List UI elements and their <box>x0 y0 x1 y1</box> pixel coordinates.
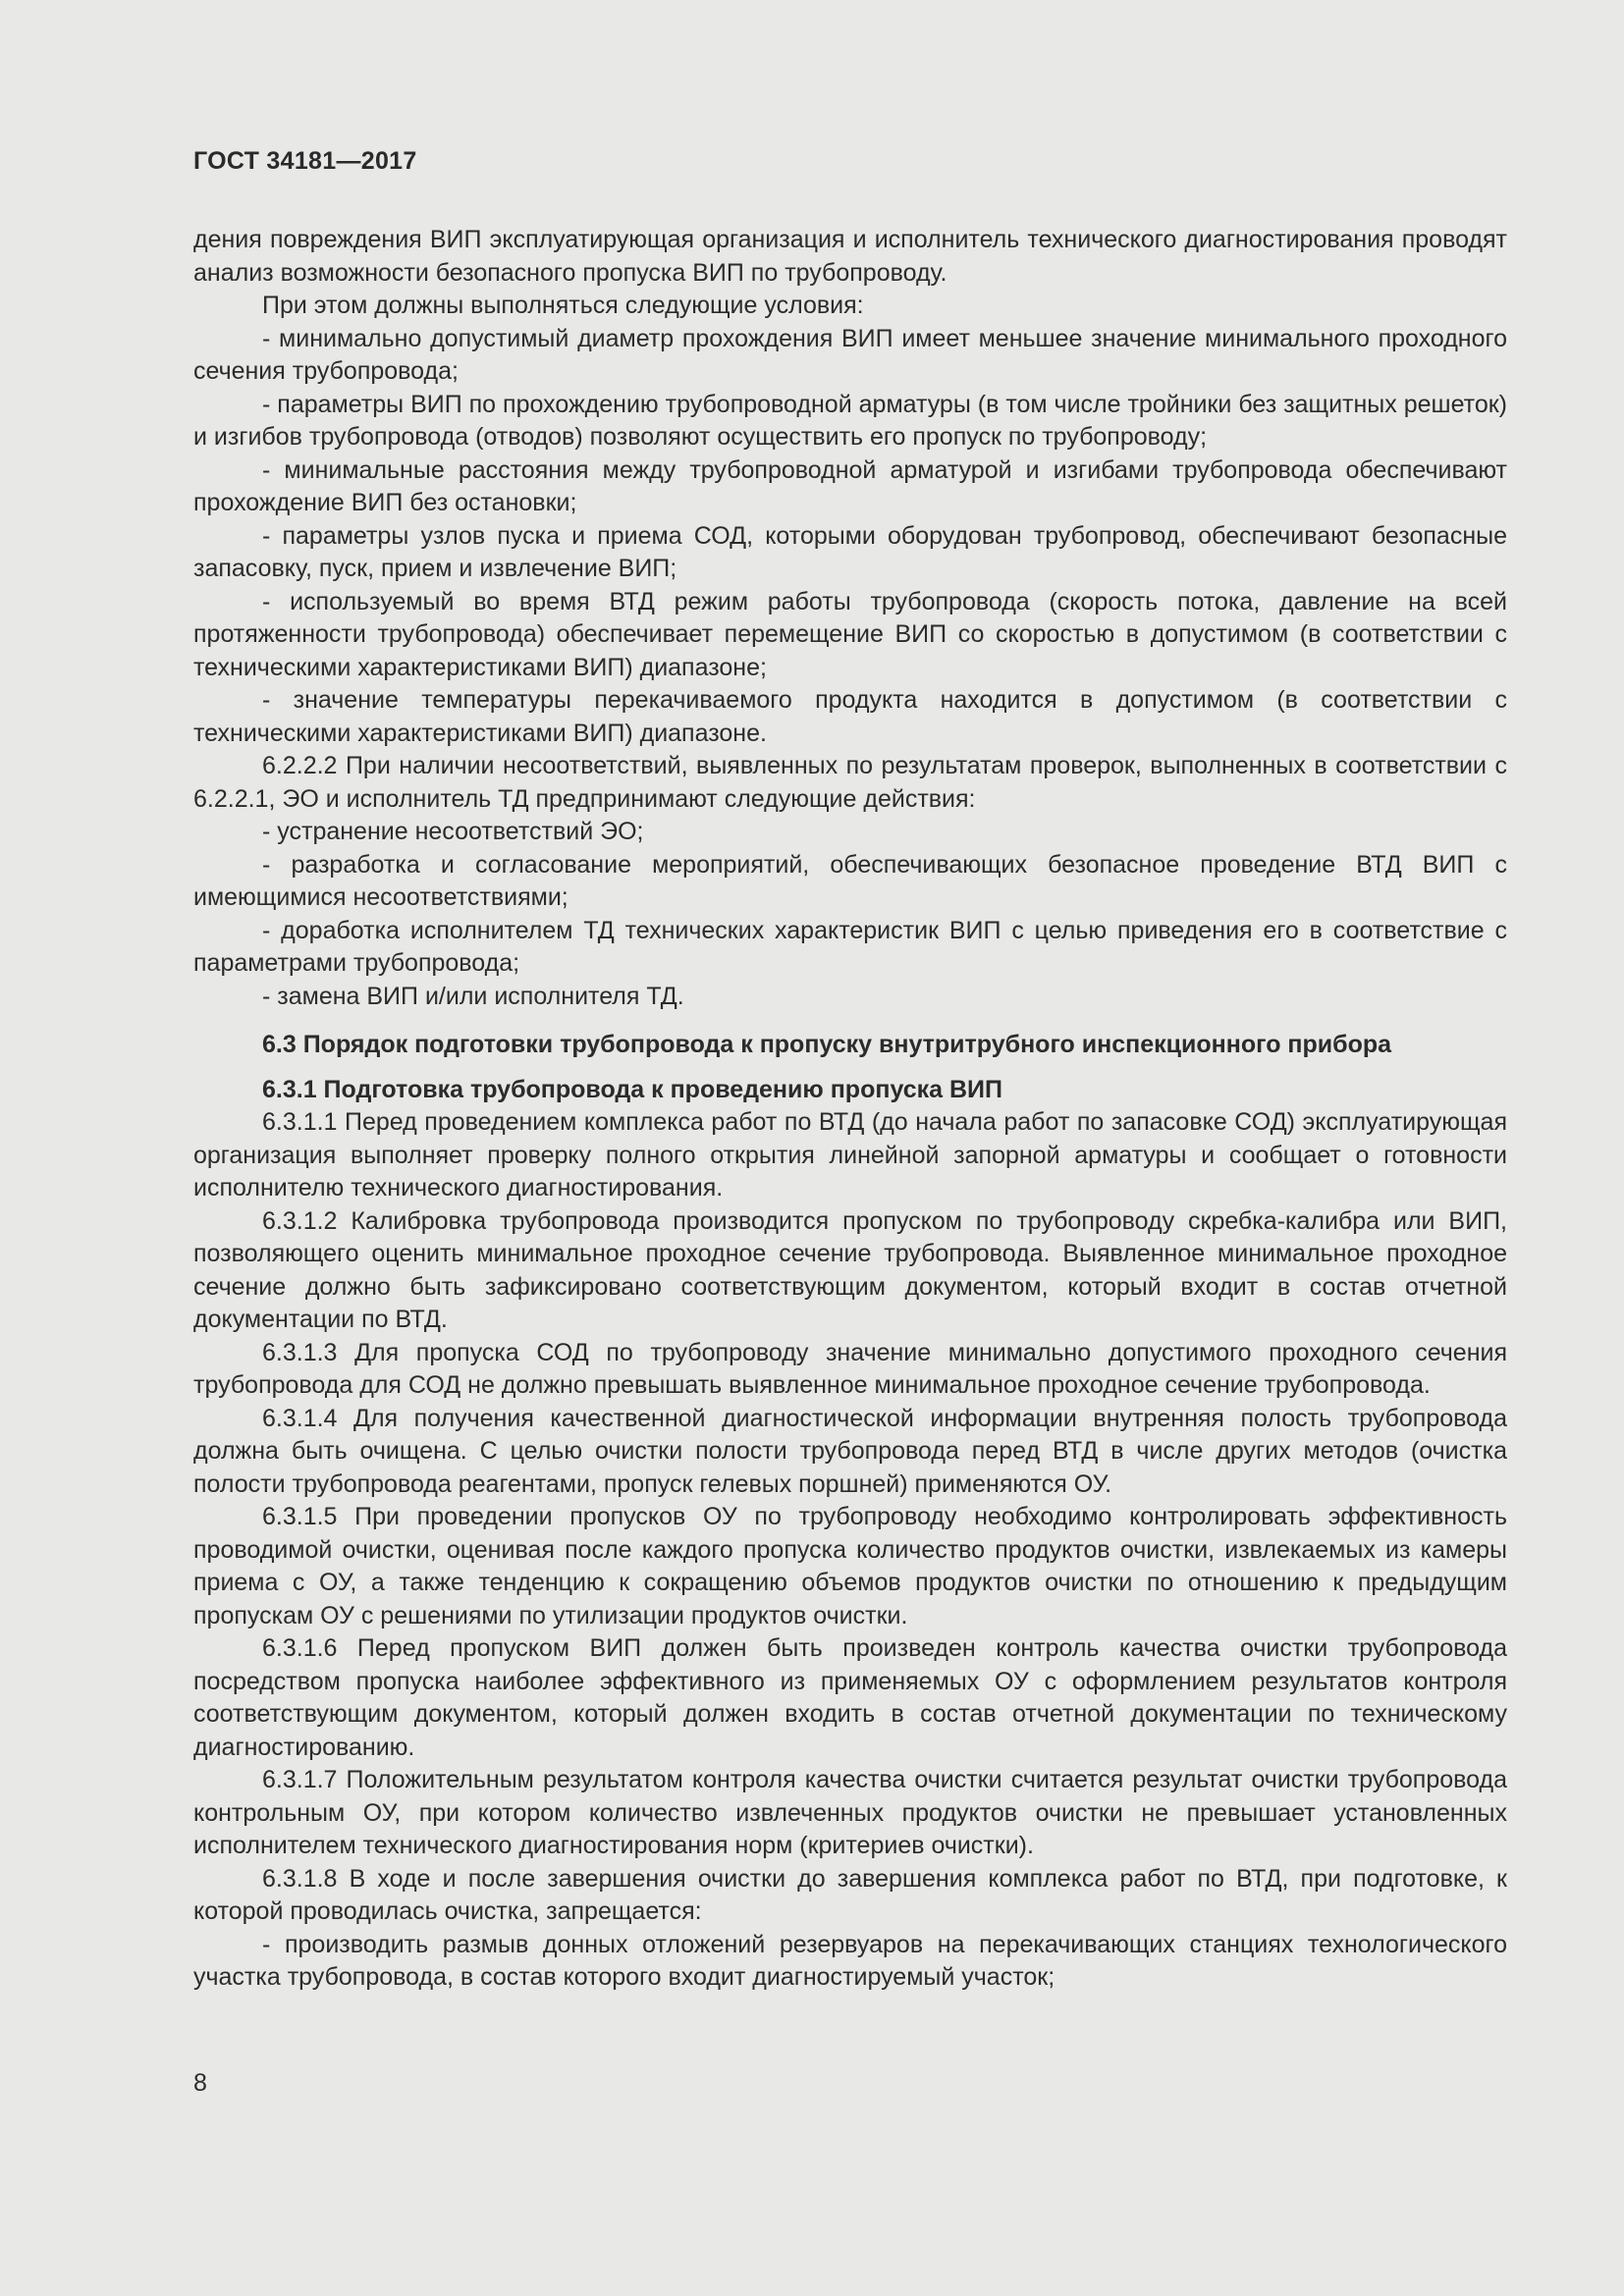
document-header: ГОСТ 34181—2017 <box>193 147 417 175</box>
list-item: - доработка исполнителем ТД технических характеристик ВИП с целью приведения его в соответствие с параметрами трубопровода; <box>193 916 1507 977</box>
list-item: - минимально допустимый диаметр прохождения ВИП имеет меньшее значение минимального проходного сечения трубопровода; <box>193 324 1507 385</box>
list-item: - устранение несоответствий ЭО; <box>262 818 644 845</box>
page-number: 8 <box>193 2069 207 2097</box>
document-body <box>193 224 1507 1995</box>
subsection-heading: 6.3.1 Подготовка трубопровода к проведению пропуска ВИП <box>262 1075 1002 1103</box>
list-item: - параметры узлов пуска и приема СОД, которыми оборудован трубопровод, обеспечивают безопасные запасовку, пуск, прием и извлечение ВИП; <box>193 521 1507 582</box>
list-item: - значение температуры перекачиваемого продукта находится в допустимом (в соответствии с техническими характеристиками ВИП) диапазоне. <box>193 686 1507 747</box>
paragraph: 6.3.1.8 В ходе и после завершения очистки до завершения комплекса работ по ВТД, при подготовке, к которой проводилась очистка, запрещается: <box>193 1864 1507 1925</box>
paragraph: 6.2.2.2 При наличии несоответствий, выявленных по результатам проверок, выполненных в соответствии с 6.2.2.1, ЭО и исполнитель ТД предпринимают следующие действия: <box>193 752 1507 813</box>
list-item: - производить размыв донных отложений резервуаров на перекачивающих станциях технологического участка трубопровода, в состав которого входит диагностируемый участок; <box>193 1930 1507 1991</box>
paragraph: При этом должны выполняться следующие условия: <box>262 292 864 319</box>
list-item: - разработка и согласование мероприятий, обеспечивающих безопасное проведение ВТД ВИП с имеющимися несоответствиями; <box>193 850 1507 911</box>
paragraph: 6.3.1.7 Положительным результатом контроля качества очистки считается результат очистки трубопровода контрольным ОУ, при котором количество извлеченных продуктов очистки не превышает установленных исполнителем технического диагностирования норм (критериев очистки). <box>193 1766 1507 1859</box>
list-item: - замена ВИП и/или исполнителя ТД. <box>262 982 684 1010</box>
list-item: - минимальные расстояния между трубопроводной арматурой и изгибами трубопровода обеспечивают прохождение ВИП без остановки; <box>193 455 1507 516</box>
paragraph: 6.3.1.3 Для пропуска СОД по трубопроводу значение минимально допустимого проходного сечения трубопровода для СОД не должно превышать выявленное минимальное проходное сечение трубопровода. <box>193 1338 1507 1399</box>
paragraph: 6.3.1.6 Перед пропуском ВИП должен быть произведен контроль качества очистки трубопровода посредством пропуска наиболее эффективного из применяемых ОУ с оформлением результатов контроля соответствующим документом, который должен входить в состав отчетной документации по техническому диагностированию. <box>193 1634 1507 1761</box>
list-item: - параметры ВИП по прохождению трубопроводной арматуры (в том числе тройники без защитных решеток) и изгибов трубопровода (отводов) позволяют осуществить его пропуск по трубопроводу; <box>193 390 1507 451</box>
paragraph: 6.3.1.1 Перед проведением комплекса работ по ВТД (до начала работ по запасовке СОД) эксплуатирующая организация выполняет проверку полного открытия линейной запорной арматуры и сообщает о готовности исполнителю технического диагностирования. <box>193 1108 1507 1201</box>
paragraph: дения повреждения ВИП эксплуатирующая организация и исполнитель технического диагностирования проводят анализ возможности безопасного пропуска ВИП по трубопроводу. <box>193 226 1507 287</box>
section-heading: 6.3 Порядок подготовки трубопровода к пропуску внутритрубного инспекционного прибора <box>262 1031 1392 1058</box>
list-item: - используемый во время ВТД режим работы трубопровода (скорость потока, давление на всей протяженности трубопровода) обеспечивает перемещение ВИП со скоростью в допустимом (в соответствии с техническими характеристиками ВИП) диапазоне; <box>193 587 1507 681</box>
paragraph: 6.3.1.2 Калибровка трубопровода производится пропуском по трубопроводу скребка-калибра или ВИП, позволяющего оценить минимальное проходное сечение трубопровода. Выявленное минимальное проходное сечение должно быть зафиксировано соответствующим документом, который входит в состав отчетной документации по ВТД. <box>193 1206 1507 1333</box>
paragraph: 6.3.1.4 Для получения качественной диагностической информации внутренняя полость трубопровода должна быть очищена. С целью очистки полости трубопровода перед ВТД в числе других методов (очистка полости трубопровода реагентами, пропуск гелевых поршней) применяются ОУ. <box>193 1404 1507 1498</box>
paragraph: 6.3.1.5 При проведении пропусков ОУ по трубопроводу необходимо контролировать эффективность проводимой очистки, оценивая после каждого пропуска количество продуктов очистки, извлекаемых из камеры приема с ОУ, а также тенденцию к сокращению объемов продуктов очистки по отношению к предыдущим пропускам ОУ с решениями по утилизации продуктов очистки. <box>193 1503 1507 1629</box>
